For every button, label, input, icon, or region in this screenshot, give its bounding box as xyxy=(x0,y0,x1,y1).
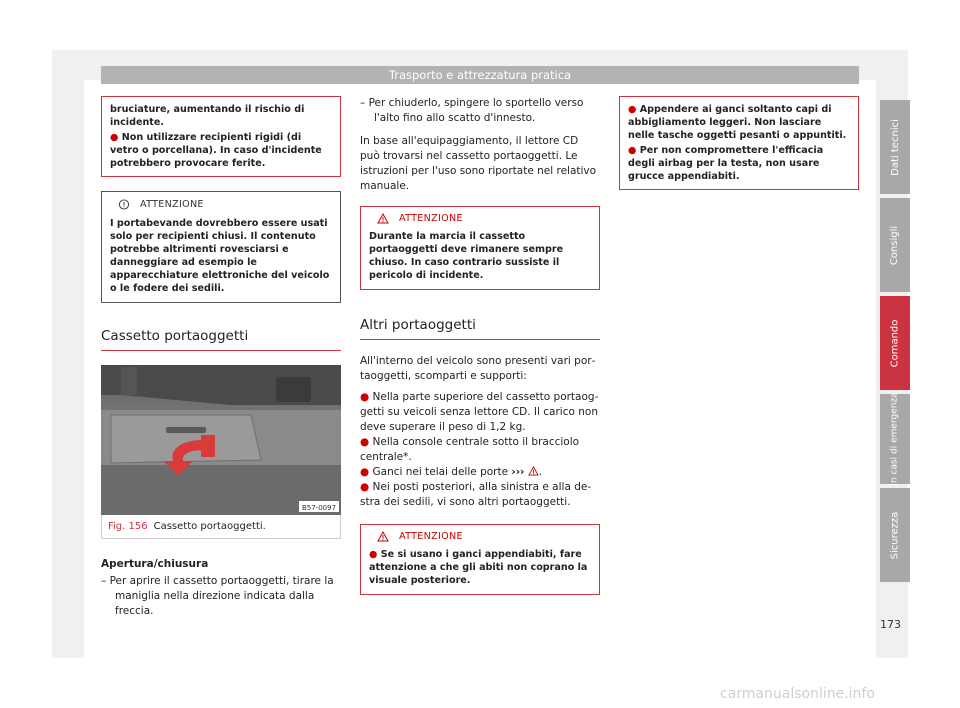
tab-consigli[interactable]: Consigli xyxy=(880,198,910,292)
figure-glovebox-photo xyxy=(101,365,341,515)
column-right xyxy=(619,96,859,190)
warning-title: ATTENZIONE xyxy=(399,531,463,542)
bullet-icon: ● xyxy=(360,481,373,493)
warning-text: bruciature, aumentando il rischio di incidente. xyxy=(110,104,305,128)
bullet-icon: ● xyxy=(628,145,640,156)
warning-box-1 xyxy=(360,206,600,290)
warning-body: Durante la marcia il cassetto portaoggetti deve rimanere sempre chiuso. In caso contrario sussiste il pericolo di incidente. xyxy=(369,231,564,281)
warning-title: ATTENZIONE xyxy=(399,213,463,224)
dash-item-open: – Per aprire il cassetto portaoggetti, tirare la maniglia nella direzione indicata dalla freccia. xyxy=(101,575,334,617)
glovebox-illustration xyxy=(101,365,341,515)
column-left xyxy=(101,96,341,619)
list-item: ● Nella console centrale sotto il bracciolo centrale*. xyxy=(360,436,580,463)
warning-triangle-icon[interactable] xyxy=(528,466,539,476)
figure-caption-text: Cassetto portaoggetti. xyxy=(153,521,266,532)
column-middle xyxy=(360,96,600,595)
warning-continuation-box xyxy=(619,96,859,190)
warning-bullet: ● Appendere ai ganci soltanto capi di abbigliamento leggeri. Non lasciare nelle tasche oggetti pesanti o appuntiti. xyxy=(628,104,847,141)
warning-bullet: Se si usano i ganci appendiabiti, fare attenzione a che gli abiti non coprano la visuale posteriore. xyxy=(369,549,588,586)
notice-body: I portabevande dovrebbero essere usati solo per recipienti chiusi. Il contenuto potrebbe altrimenti rovesciarsi e danneggiare ad esempio le apparecchiature elettroniche del veicolo o le fodere dei sedili. xyxy=(110,218,330,294)
page-header: Trasporto e attrezzatura pratica xyxy=(101,66,859,84)
warning-bullet: Non utilizzare recipienti rigidi (di vetro o porcellana). In caso d'incidente potrebbero provocare ferite. xyxy=(110,132,322,169)
dash-item-close: – Per chiuderlo, spingere lo sportello verso l'alto fino allo scatto d'innesto. xyxy=(360,97,584,124)
section-title-cassetto: Cassetto portaoggetti xyxy=(101,329,341,351)
paragraph-intro: All'interno del veicolo sono presenti vari portaoggetti, scomparti e supporti: xyxy=(360,355,596,382)
bullet-icon: ● xyxy=(360,466,373,478)
bullet-icon: ● xyxy=(110,132,122,143)
list-item: ● Nella parte superiore del cassetto portaoggetti su veicoli senza lettore CD. Il carico non deve superare il peso di 1,2 kg. xyxy=(360,391,599,433)
tab-comando[interactable]: Comando xyxy=(880,296,910,390)
bullet-icon: ● xyxy=(369,549,381,560)
tab-in-casi-di-emergenza[interactable]: In casi di emergenza xyxy=(880,394,910,484)
warning-triangle-icon xyxy=(377,213,389,224)
section-title-altri: Altri portaoggetti xyxy=(360,318,600,340)
notice-box xyxy=(101,191,341,303)
warning-triangle-icon xyxy=(377,531,389,542)
bullet-icon: ● xyxy=(628,104,640,115)
bullet-icon: ● xyxy=(360,391,373,403)
list-item: ● Ganci nei telai delle porte ››› . xyxy=(360,466,543,478)
reference-arrows-icon[interactable]: ››› xyxy=(511,466,525,478)
watermark: carmanualsonline.info xyxy=(720,686,875,702)
bullet-icon: ● xyxy=(360,436,373,448)
warning-bullet: ● Per non compromettere l'efficacia degli airbag per la testa, non usare grucce appendiabiti. xyxy=(628,145,824,182)
warning-continuation-box xyxy=(101,96,341,177)
list-item: ● Nei posti posteriori, alla sinistra e alla destra dei sedili, vi sono altri portaoggetti. xyxy=(360,481,592,508)
subsection-title: Apertura/chiusura xyxy=(101,558,209,570)
paragraph-cd-player: In base all'equipaggiamento, il lettore CD può trovarsi nel cassetto portaoggetti. Le istruzioni per l'uso sono riportate nel relativo manuale. xyxy=(360,135,597,192)
info-circle-icon xyxy=(118,199,130,210)
figure-code: B57-0097 xyxy=(301,504,337,512)
notice-title: ATTENZIONE xyxy=(140,199,204,210)
tab-dati-tecnici[interactable]: Dati tecnici xyxy=(880,100,910,194)
figure-label: Fig. 156 xyxy=(108,521,148,532)
figure-caption xyxy=(101,515,341,539)
tab-sicurezza[interactable]: Sicurezza xyxy=(880,488,910,582)
page-number: 173 xyxy=(880,618,901,631)
warning-box-2 xyxy=(360,524,600,595)
